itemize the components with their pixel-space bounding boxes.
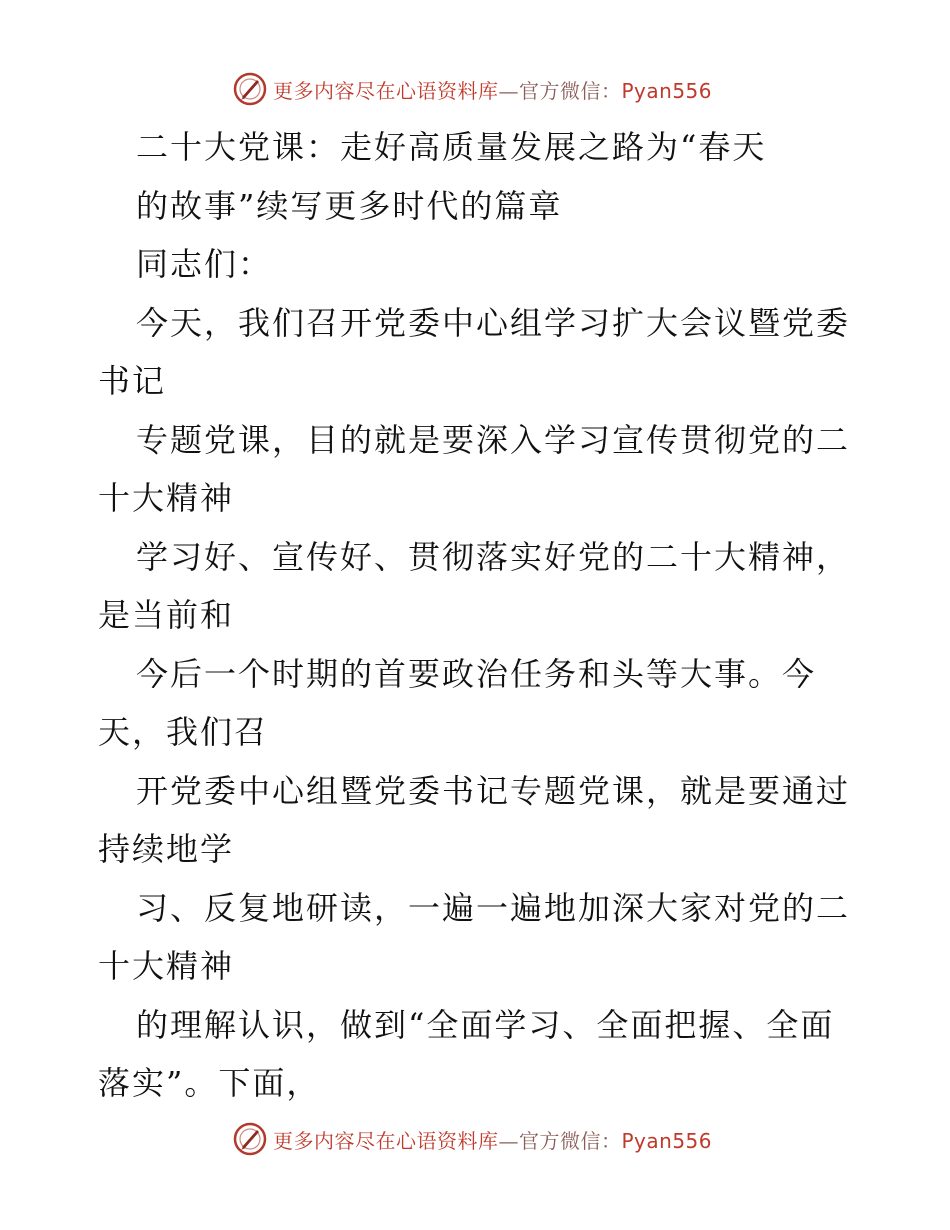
- text-line: 的理解认识，做到“全面学习、全面把握、全面: [136, 1005, 835, 1044]
- text-line: 专题党课，目的就是要深入学习宣传贯彻党的二: [136, 420, 851, 459]
- wechat-label: 官方微信：: [519, 1128, 622, 1153]
- text-line: 开党委中心组暨党委书记专题党课，就是要通过: [136, 771, 851, 810]
- text-line: 习、反复地研读，一遍一遍地加深大家对党的二: [136, 888, 851, 927]
- wechat-id: Pyan556: [621, 1128, 713, 1153]
- text-line: 今后一个时期的首要政治任务和头等大事。今: [136, 654, 817, 693]
- header-banner-text: [273, 75, 712, 104]
- text-line: 二十大党课：走好高质量发展之路为“春天: [136, 128, 767, 166]
- text-line: 同志们：: [136, 245, 273, 283]
- text-line: 十大精神: [98, 479, 235, 517]
- footer-banner-text: [273, 1125, 712, 1154]
- brand-text: 更多内容尽在心语资料库: [273, 78, 499, 103]
- brand-text: 更多内容尽在心语资料库: [273, 1128, 499, 1153]
- footer-banner: [233, 1122, 712, 1156]
- wechat-id: Pyan556: [621, 78, 713, 103]
- wechat-label: 官方微信：: [519, 78, 622, 103]
- separator: —: [498, 78, 519, 103]
- text-line: 学习好、宣传好、贯彻落实好党的二十大精神，: [136, 537, 851, 576]
- quill-logo-icon: [233, 72, 267, 106]
- separator: —: [498, 1128, 519, 1153]
- text-line: 的故事”续写更多时代的篇章: [136, 186, 563, 225]
- text-line: 十大精神: [98, 947, 235, 985]
- quill-logo-icon: [233, 1122, 267, 1156]
- text-line: 书记: [98, 362, 167, 400]
- header-banner: [233, 72, 712, 106]
- text-line: 落实”。下面，: [98, 1064, 321, 1102]
- text-line: 天，我们召: [98, 713, 269, 751]
- text-line: 持续地学: [98, 830, 235, 868]
- text-line: 是当前和: [98, 596, 235, 634]
- document-body: [98, 118, 898, 1113]
- text-line: 今天，我们召开党委中心组学习扩大会议暨党委: [136, 303, 851, 342]
